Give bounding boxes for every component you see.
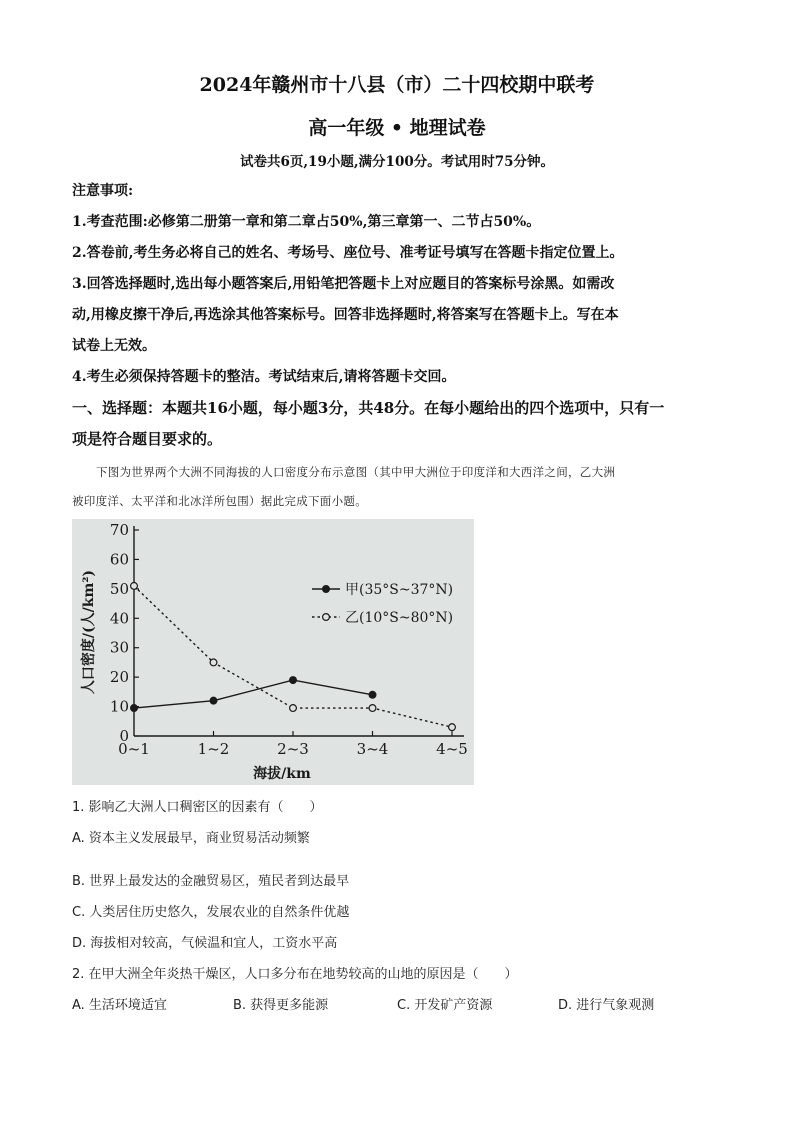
series-point-1 [290, 677, 297, 684]
legend-marker-1 [323, 586, 330, 593]
y-axis-title: 人口密度/(人/km²) [81, 569, 97, 695]
note-line: 动,用橡皮擦干净后,再选涂其他答案标号。回答非选择题时,将答案写在答题卡上。写在本 [72, 307, 619, 323]
legend-label: 乙(10°S~80°N) [345, 610, 454, 626]
note-line: 2.答卷前,考生务必将自己的姓名、考场号、座位号、准考证号填写在答题卡指定位置上。 [72, 245, 624, 261]
series-point-2 [449, 724, 456, 731]
population-density-chart [72, 519, 474, 785]
series-point-2 [210, 659, 217, 666]
series-point-2 [131, 583, 138, 590]
notes-heading: 注意事项: [72, 183, 134, 199]
series-point-2 [369, 705, 376, 712]
x-tick-label: 3~4 [356, 740, 389, 758]
note-line: 1.考查范围:必修第二册第一章和第二章占50%,第三章第一、二节占50%。 [72, 214, 541, 230]
figure-intro: 下图为世界两个大洲不同海拔的人口密度分布示意图（其中甲大洲位于印度洋和大西洋之间，乙大洲 [96, 465, 616, 479]
question-1-option-c: C. 人类居住历史悠久，发展农业的自然条件优越 [72, 905, 350, 920]
section-heading-cont: 项是符合题目要求的。 [72, 430, 223, 448]
y-tick-label: 40 [109, 609, 129, 628]
x-tick-label: 1~2 [197, 740, 230, 758]
x-tick-label: 0~1 [118, 740, 150, 758]
series-line-1 [134, 680, 373, 708]
figure-intro-cont: 被印度洋、太平洋和北冰洋所包围）据此完成下面小题。 [72, 494, 367, 508]
exam-info: 试卷共6页,19小题,满分100分。考试用时75分钟。 [239, 154, 555, 170]
note-line: 4.考生必须保持答题卡的整洁。考试结束后,请将答题卡交回。 [72, 369, 456, 385]
question-2-stem: 2. 在甲大洲全年炎热干燥区，人口多分布在地势较高的山地的原因是（ ） [72, 967, 518, 982]
legend-label: 甲(35°S~37°N) [345, 582, 454, 598]
question-2-option-a: A. 生活环境适宜 [72, 998, 167, 1013]
x-tick-label: 2~3 [277, 740, 309, 758]
series-point-1 [369, 691, 376, 698]
y-tick-label: 0 [119, 727, 129, 745]
exam-subtitle: 高一年级 • 地理试卷 [308, 117, 486, 139]
y-tick-label: 20 [109, 668, 129, 687]
y-tick-label: 70 [109, 521, 129, 539]
y-tick-label: 10 [109, 697, 129, 716]
note-line: 3.回答选择题时,选出每小题答案后,用铅笔把答题卡上对应题目的答案标号涂黑。如需改 [72, 276, 615, 292]
note-line: 试卷上无效。 [72, 338, 156, 354]
series-point-2 [290, 705, 297, 712]
series-point-1 [210, 697, 217, 704]
y-tick-label: 60 [109, 550, 129, 569]
question-1-option-d: D. 海拔相对较高，气候温和宜人，工资水平高 [72, 936, 338, 951]
question-2-option-d: D. 进行气象观测 [558, 998, 655, 1013]
exam-title: 2024年赣州市十八县（市）二十四校期中联考 [199, 74, 595, 96]
y-tick-label: 30 [109, 638, 129, 657]
legend-marker-2 [323, 614, 330, 621]
question-1-option-b: B. 世界上最发达的金融贸易区，殖民者到达最早 [72, 874, 350, 889]
question-1-stem: 1. 影响乙大洲人口稠密区的因素有（ ） [72, 800, 323, 815]
question-1-option-a: A. 资本主义发展最早，商业贸易活动频繁 [72, 831, 310, 846]
series-point-1 [131, 705, 138, 712]
chart-svg [72, 519, 474, 785]
question-2-option-c: C. 开发矿产资源 [397, 998, 493, 1013]
y-tick-label: 50 [109, 579, 129, 598]
x-tick-label: 4~5 [436, 740, 468, 758]
section-heading: 一、选择题：本题共16小题，每小题3分，共48分。在每小题给出的四个选项中，只有一 [72, 399, 665, 417]
question-2-option-b: B. 获得更多能源 [233, 998, 329, 1013]
x-axis-title: 海拔/km [253, 766, 311, 782]
